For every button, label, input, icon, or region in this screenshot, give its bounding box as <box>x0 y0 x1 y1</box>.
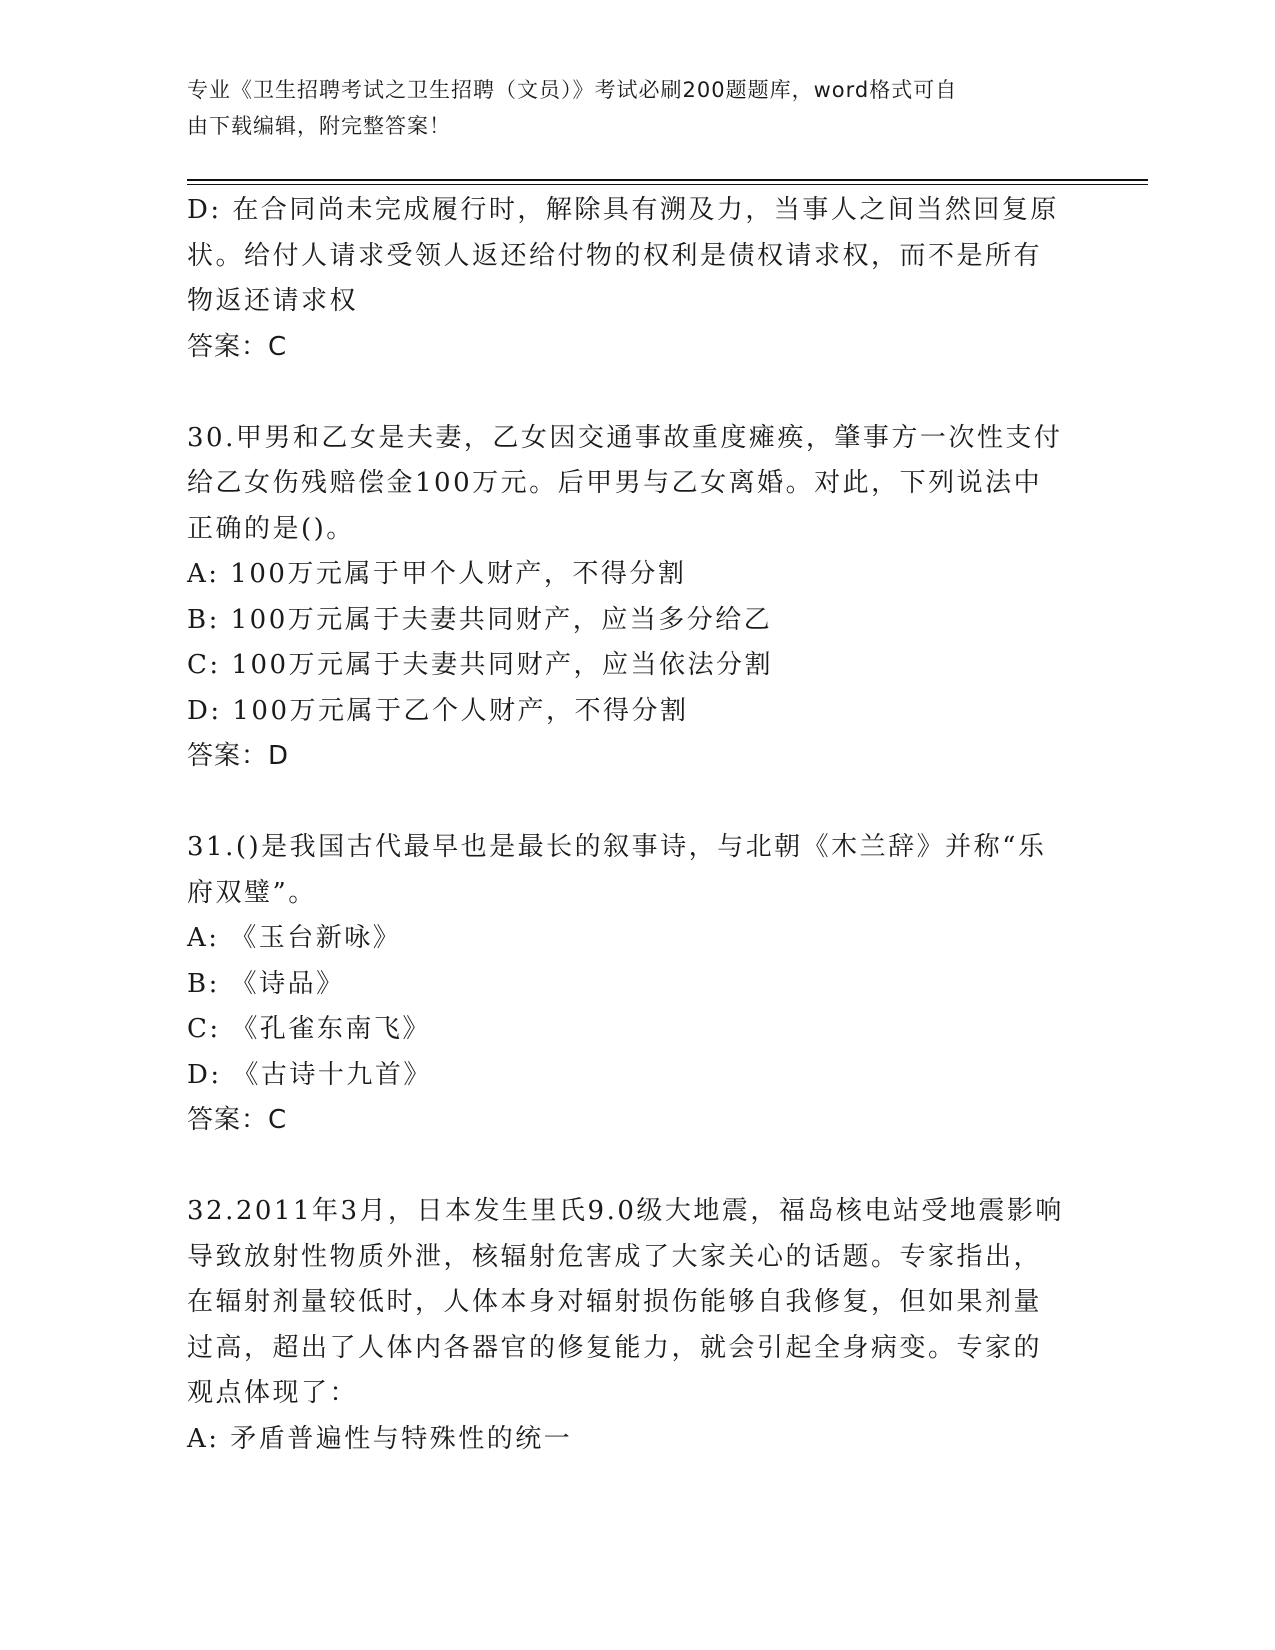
question-text-line: 32.2011年3月，日本发生里氏9.0级大地震，福岛核电站受地震影响 <box>187 1196 1064 1226</box>
question-block-31 <box>187 825 1087 1144</box>
question-text-line: 导致放射性物质外泄，核辐射危害成了大家关心的话题。专家指出， <box>187 1241 1043 1272</box>
option-d: D: 《古诗十九首》 <box>187 1059 432 1090</box>
text-line: 状。给付人请求受领人返还给付物的权利是债权请求权，而不是所有 <box>187 240 1043 271</box>
option-a: A: 《玉台新咏》 <box>187 923 402 953</box>
block-spacer <box>187 780 1087 826</box>
header-rule-thick <box>187 179 1148 181</box>
header-line-2: 由下载编辑，附完整答案！ <box>187 114 451 138</box>
header-rule-thin <box>187 184 1148 185</box>
text-line: D: 在合同尚未完成履行时，解除具有溯及力，当事人之间当然回复原 <box>187 195 1059 225</box>
page-header <box>187 72 1087 144</box>
question-text-line: 31.()是我国古代最早也是最长的叙事诗，与北朝《木兰辞》并称“乐 <box>187 832 1047 862</box>
question-text-line: 30.甲男和乙女是夫妻，乙女因交通事故重度瘫痪，肇事方一次性支付 <box>187 422 1063 453</box>
option-a: A: 100万元属于甲个人财产，不得分割 <box>187 559 687 589</box>
block-spacer <box>187 370 1087 416</box>
question-text-line: 观点体现了： <box>187 1378 359 1408</box>
question-text-line: 给乙女伤残赔偿金100万元。后甲男与乙女离婚。对此，下列说法中 <box>187 468 1043 498</box>
answer-line: 答案：D <box>187 741 290 771</box>
question-block-30 <box>187 416 1087 780</box>
option-c: C: 100万元属于夫妻共同财产，应当依法分割 <box>187 650 774 680</box>
option-a: A: 矛盾普遍性与特殊性的统一 <box>187 1423 573 1454</box>
option-b: B: 100万元属于夫妻共同财产，应当多分给乙 <box>187 604 773 635</box>
option-c: C: 《孔雀东南飞》 <box>187 1014 431 1044</box>
question-text-line: 在辐射剂量较低时，人体本身对辐射损伤能够自我修复，但如果剂量 <box>187 1287 1043 1317</box>
option-b: B: 《诗品》 <box>187 968 345 999</box>
document-body <box>187 188 1087 1462</box>
answer-line: 答案：C <box>187 331 288 362</box>
question-text-line: 过高，超出了人体内各器官的修复能力，就会引起全身病变。专家的 <box>187 1332 1043 1363</box>
header-line-1: 专业《卫生招聘考试之卫生招聘（文员）》考试必刷200题题库，word格式可自 <box>187 78 958 102</box>
text-line: 物返还请求权 <box>187 286 359 316</box>
answer-line: 答案：C <box>187 1105 288 1135</box>
question-text-line: 正确的是()。 <box>187 513 355 544</box>
question-block-29-tail <box>187 188 1087 370</box>
question-block-32 <box>187 1189 1087 1462</box>
option-d: D: 100万元属于乙个人财产，不得分割 <box>187 695 689 726</box>
block-spacer <box>187 1144 1087 1190</box>
question-text-line: 府双璧”。 <box>187 877 317 908</box>
